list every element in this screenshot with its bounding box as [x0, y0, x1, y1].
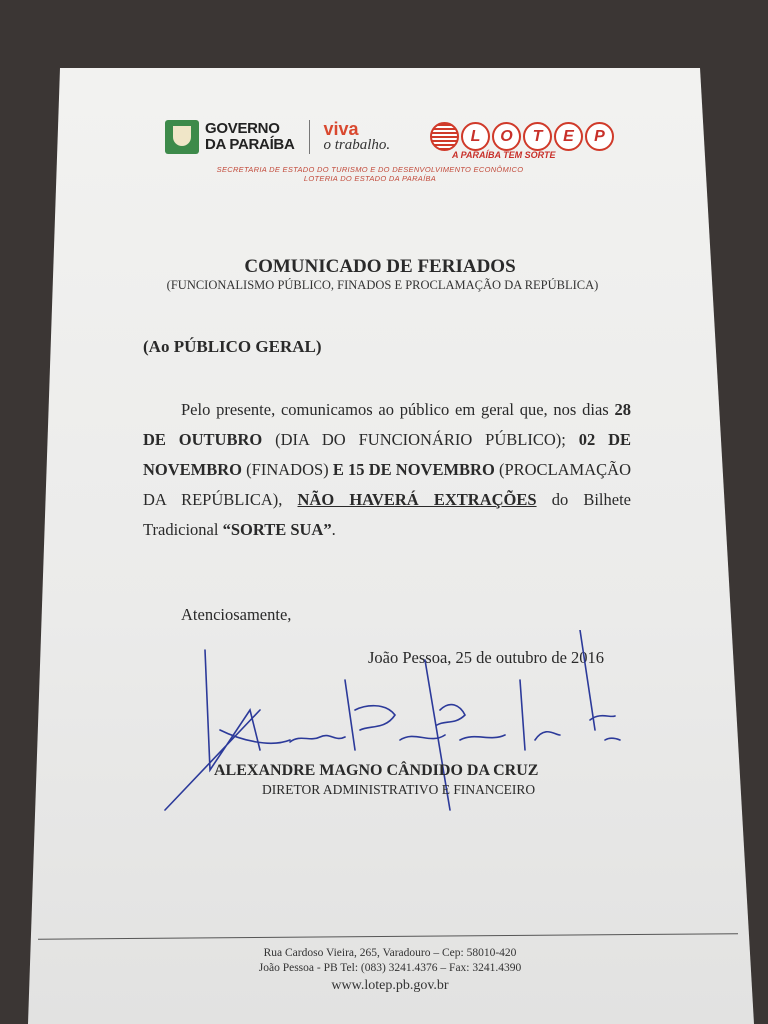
lotep-letter: E [554, 122, 583, 151]
document-subtitle: (FUNCIONALISMO PÚBLICO, FINADOS E PROCLAMAÇÃO DA REPÚBLICA) [166, 278, 599, 292]
footer-address: Rua Cardoso Vieira, 265, Varadouro – Cep: 58010-420 [263, 947, 517, 959]
gov-line2: DA PARAÍBA [205, 136, 295, 153]
paraiba-crest-icon [165, 120, 199, 154]
footer-contact: João Pessoa - PB Tel: (083) 3241.4376 – Fax: 3241.4390 [258, 962, 522, 974]
logo-divider [309, 120, 310, 154]
lotep-stripe-icon [430, 122, 459, 151]
product-name: “SORTE SUA” [222, 520, 332, 539]
lotep-letter: L [461, 122, 490, 151]
body-paragraph [143, 395, 631, 545]
document-title: COMUNICADO DE FERIADOS [244, 256, 516, 277]
signatory-role: DIRETOR ADMINISTRATIVO E FINANCEIRO [262, 782, 536, 797]
viva-logo: viva [323, 118, 359, 139]
notice-text: NÃO HAVERÁ EXTRAÇÕES [297, 490, 537, 509]
footer [200, 946, 580, 996]
body-text: do Bilhete Tradicional [143, 490, 631, 539]
body-text: . [331, 520, 336, 539]
lotep-slogan: A PARAÍBA TEM SORTE [452, 150, 556, 160]
regards: Atenciosamente, [181, 605, 292, 624]
trabalho-logo: o trabalho. [323, 136, 391, 153]
body-text: (FINADOS) [242, 460, 333, 479]
lotep-letter: T [523, 122, 552, 151]
header-secretaria [160, 165, 580, 183]
gov-line1: GOVERNO [205, 120, 280, 137]
signatory-name: ALEXANDRE MAGNO CÂNDIDO DA CRUZ [214, 762, 539, 779]
lotep-letter: P [585, 122, 614, 151]
lotep-letter: O [492, 122, 521, 151]
body-text: (DIA DO FUNCIONÁRIO PÚBLICO); [262, 430, 579, 449]
body-text: (PROCLAMAÇÃO DA REPÚBLICA), [143, 460, 631, 509]
lotep-logo [430, 122, 614, 151]
loteria-text: LOTERIA DO ESTADO DA PARAÍBA [303, 174, 437, 183]
secretaria-text: SECRETARIA DE ESTADO DO TURISMO E DO DESENVOLVIMENTO ECONÔMICO [216, 165, 524, 174]
date-3: E 15 DE NOVEMBRO [332, 460, 495, 479]
date-1: 28 DE OUTUBRO [143, 400, 631, 449]
body-text: Pelo presente, comunicamos ao público em geral que, nos dias [181, 400, 615, 419]
governo-paraiba-logo [165, 120, 390, 154]
place-date: João Pessoa, 25 de outubro de 2016 [368, 648, 605, 667]
greeting: (Ao PÚBLICO GERAL) [143, 337, 322, 356]
footer-website: www.lotep.pb.gov.br [331, 978, 449, 993]
date-2: 02 DE NOVEMBRO [143, 430, 631, 479]
